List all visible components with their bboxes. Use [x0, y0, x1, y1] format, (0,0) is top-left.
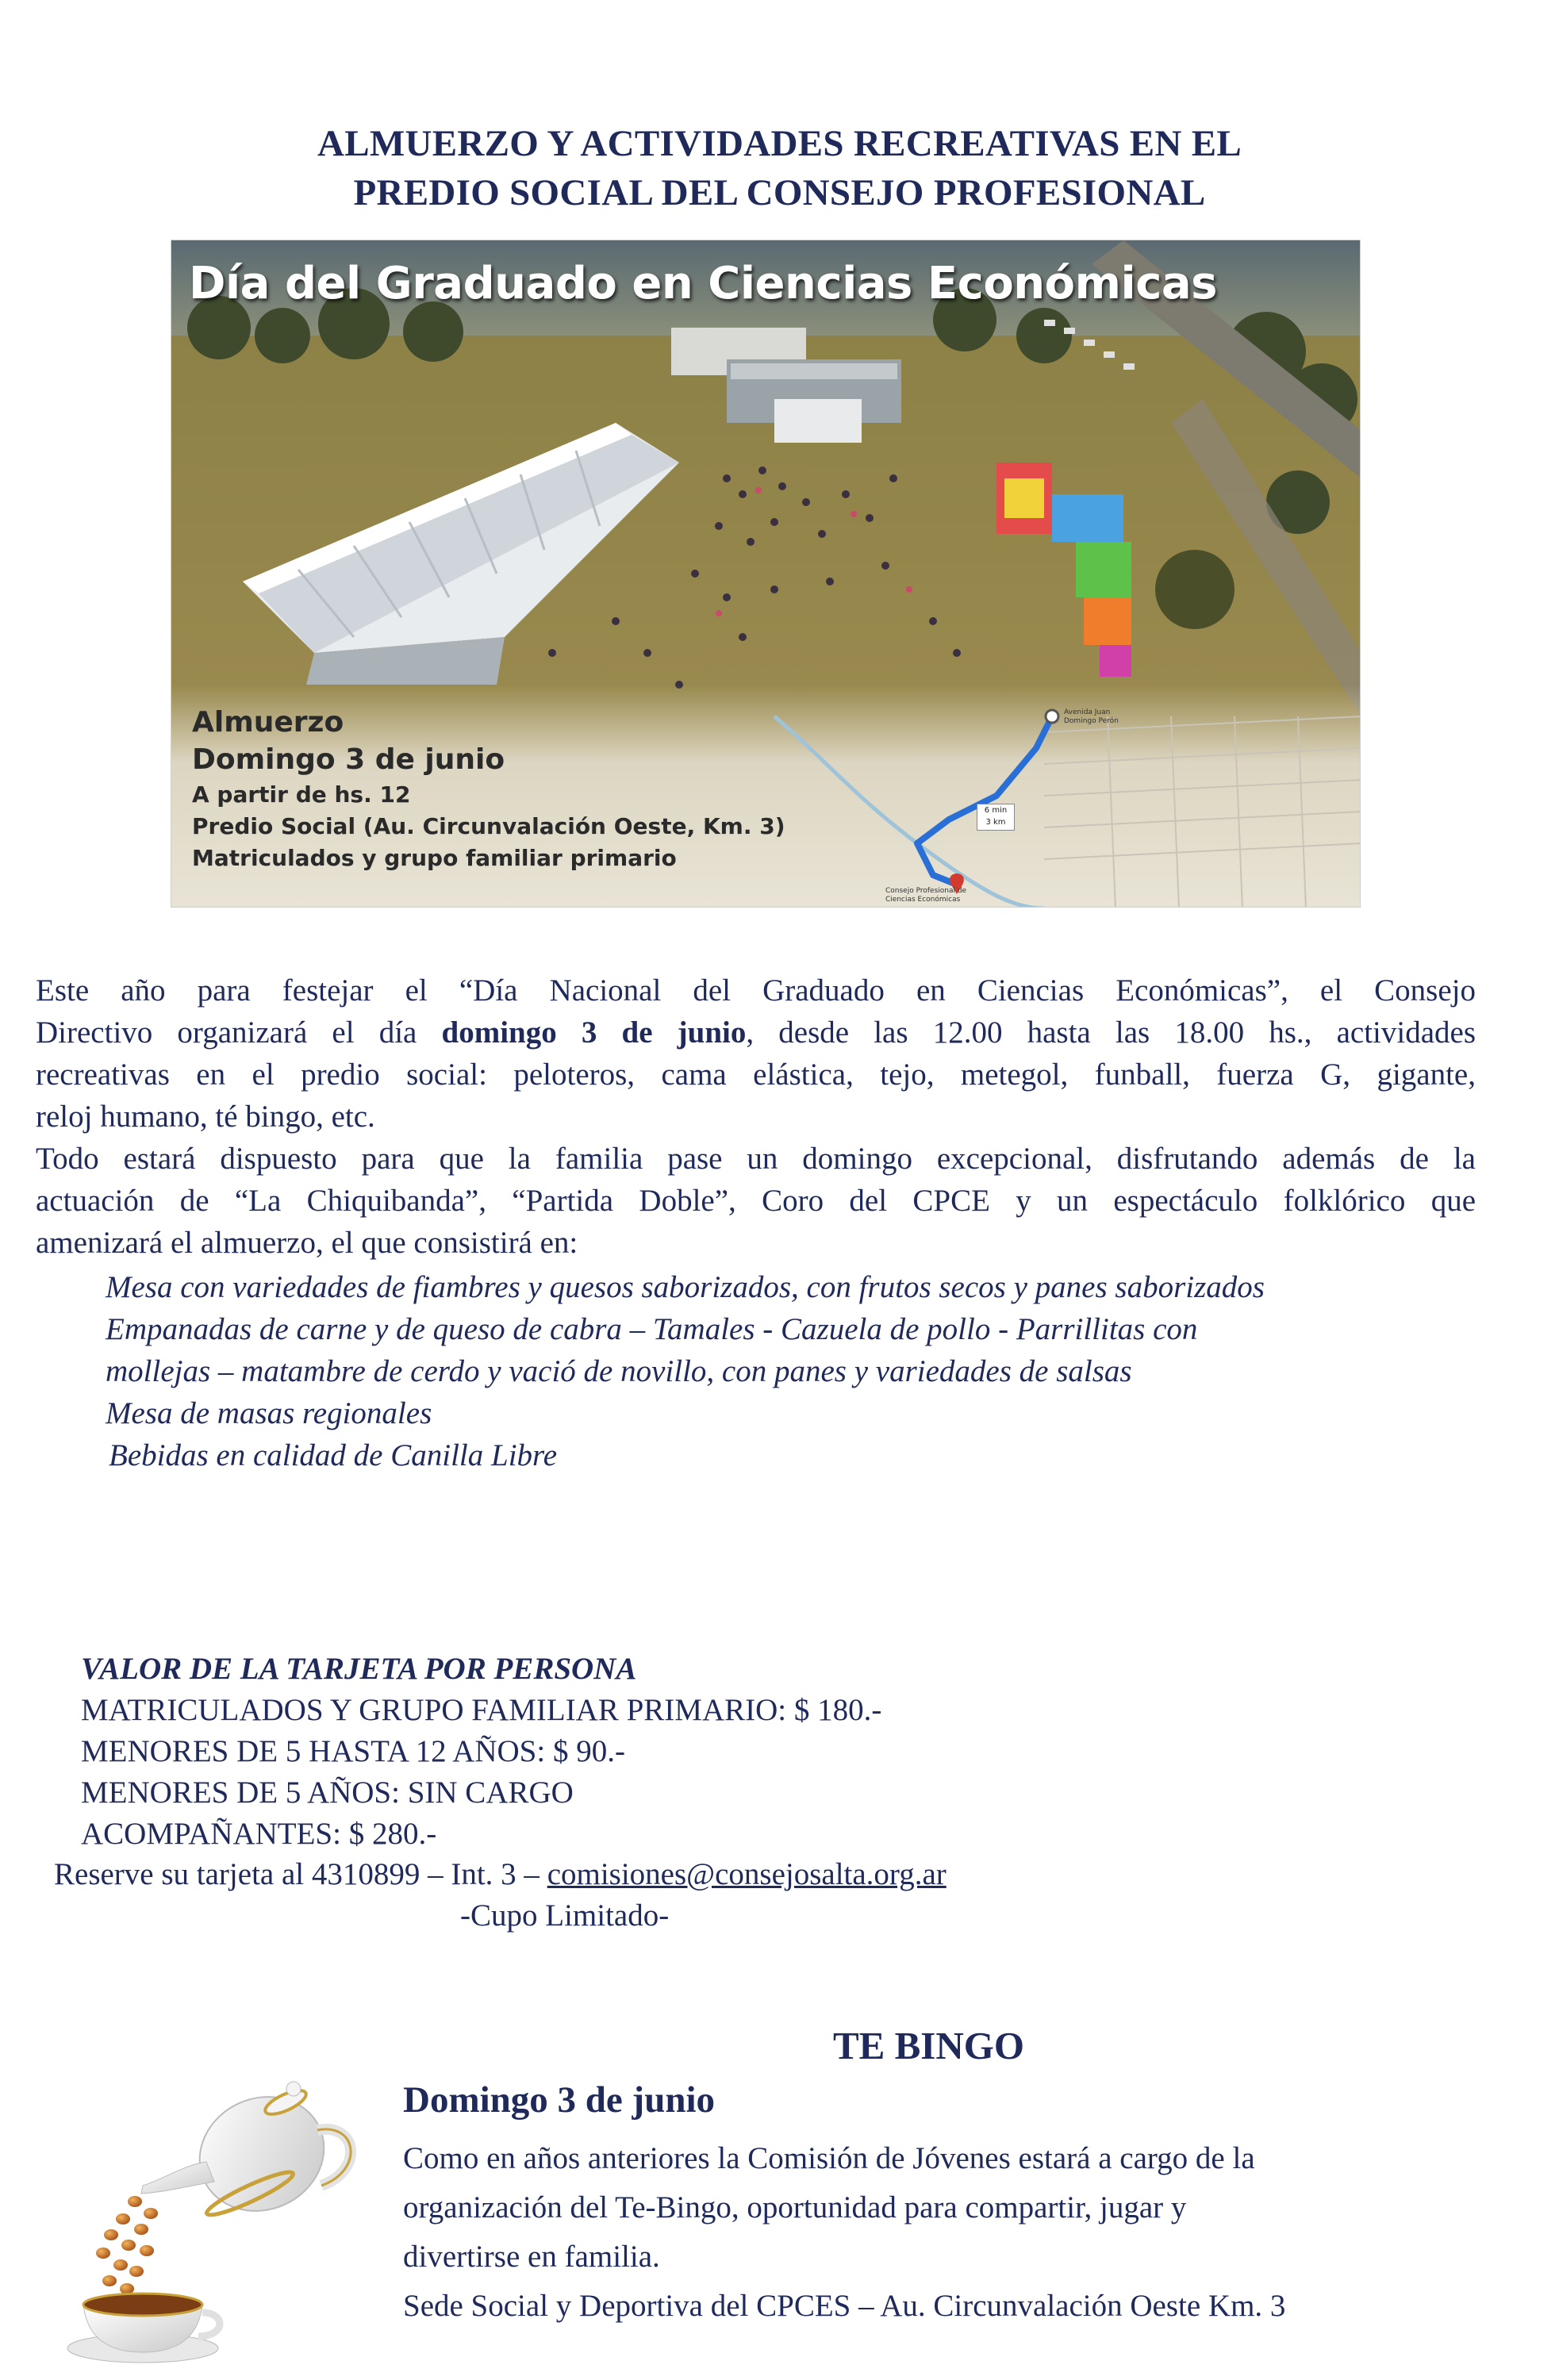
menu-item: mollejas – matambre de cerdo y vació de novillo, con panes y variedades de salsas [106, 1354, 1132, 1388]
reservation-text: Reserve su tarjeta al 4310899 – Int. 3 – [54, 1857, 547, 1891]
event-flyer-image [171, 240, 1361, 908]
te-bingo-date: Domingo 3 de junio [403, 2079, 716, 2121]
title-line-2: PREDIO SOCIAL DEL CONSEJO PROFESIONAL [353, 172, 1206, 213]
highlight-date: domingo 3 de junio [441, 1015, 747, 1050]
page-title [0, 119, 1559, 217]
map-route-time: 6 min [984, 806, 1008, 815]
paragraph2-line1: Todo estará dispuesto para que la familia pase un domingo excepcional, disfrutando además de la [36, 1142, 1476, 1176]
map-label-destination: Consejo Profesional de Ciencias Económicas [885, 887, 967, 904]
flyer-event-info [192, 704, 785, 874]
text-run: Directivo organizará el día [36, 1015, 442, 1050]
paragraph1-line1: Este año para festejar el “Día Nacional del Graduado en Ciencias Económicas”, el Consejo [36, 973, 1476, 1008]
ticket-prices [81, 1649, 881, 1855]
price-item: MENORES DE 5 HASTA 12 AÑOS: $ 90.- [81, 1734, 625, 1768]
price-item: ACOMPAÑANTES: $ 280.- [81, 1817, 437, 1851]
text-run: , desde las 12.00 hasta las 18.00 hs., actividades [746, 1015, 1476, 1050]
reservation-email-link[interactable]: comisiones@consejosalta.org.ar [547, 1857, 947, 1891]
te-bingo-line: organización del Te-Bingo, oportunidad para compartir, jugar y [403, 2190, 1187, 2225]
te-bingo-line: Sede Social y Deportiva del CPCES – Au. Circunvalación Oeste Km. 3 [403, 2289, 1286, 2323]
te-bingo-description [403, 2134, 1285, 2331]
te-bingo-title: TE BINGO [833, 2024, 1024, 2067]
price-item: MATRICULADOS Y GRUPO FAMILIAR PRIMARIO: $ 180.- [81, 1693, 882, 1727]
menu-item: Empanadas de carne y de queso de cabra – Tamales - Cazuela de pollo - Parrillitas con [106, 1312, 1198, 1346]
title-line-1: ALMUERZO Y ACTIVIDADES RECREATIVAS EN EL [317, 123, 1242, 164]
menu-item: Mesa de masas regionales [106, 1396, 432, 1430]
te-bingo-line: divertirse en familia. [403, 2240, 660, 2274]
menu-list [106, 1266, 1486, 1476]
paragraph2-line2: actuación de “La Chiquibanda”, “Partida Doble”, Coro del CPCE y un espectáculo folklórico que [36, 1184, 1476, 1218]
menu-item: Bebidas en calidad de Canilla Libre [109, 1438, 558, 1472]
paragraph2-line3: amenizará el almuerzo, el que consistirá en: [36, 1226, 578, 1260]
flyer-info-time: A partir de hs. 12 [192, 781, 411, 808]
paragraph1-line4: reloj humano, té bingo, etc. [36, 1100, 375, 1134]
flyer-info-lunch: Almuerzo [192, 706, 344, 739]
event-description [36, 969, 1476, 1264]
map-route-time-badge [977, 804, 1015, 831]
teapot-teacup-icon [48, 2067, 381, 2376]
flyer-info-date: Domingo 3 de junio [192, 743, 505, 776]
price-item: MENORES DE 5 AÑOS: SIN CARGO [81, 1775, 574, 1810]
map-route-distance: 3 km [985, 818, 1006, 827]
te-bingo-line: Como en años anteriores la Comisión de Jóvenes estará a cargo de la [403, 2141, 1255, 2175]
map-label-avenue: Avenida Juan Domingo Perón [1064, 708, 1119, 725]
menu-item: Mesa con variedades de fiambres y quesos saborizados, con frutos secos y panes saborizados [106, 1270, 1265, 1304]
flyer-info-audience: Matriculados y grupo familiar primario [192, 845, 677, 871]
prices-heading: VALOR DE LA TARJETA POR PERSONA [81, 1652, 637, 1686]
reservation-line [54, 1854, 947, 1895]
paragraph1-line2 [36, 1012, 1476, 1054]
flyer-heading: Día del Graduado en Ciencias Económicas [189, 258, 1218, 309]
paragraph1-line3: recreativas en el predio social: peloteros, cama elástica, tejo, metegol, funball, fuerza G, gigante, [36, 1058, 1476, 1092]
limited-capacity-note: -Cupo Limitado- [460, 1898, 670, 1933]
flyer-info-location: Predio Social (Au. Circunvalación Oeste, Km. 3) [192, 813, 785, 839]
